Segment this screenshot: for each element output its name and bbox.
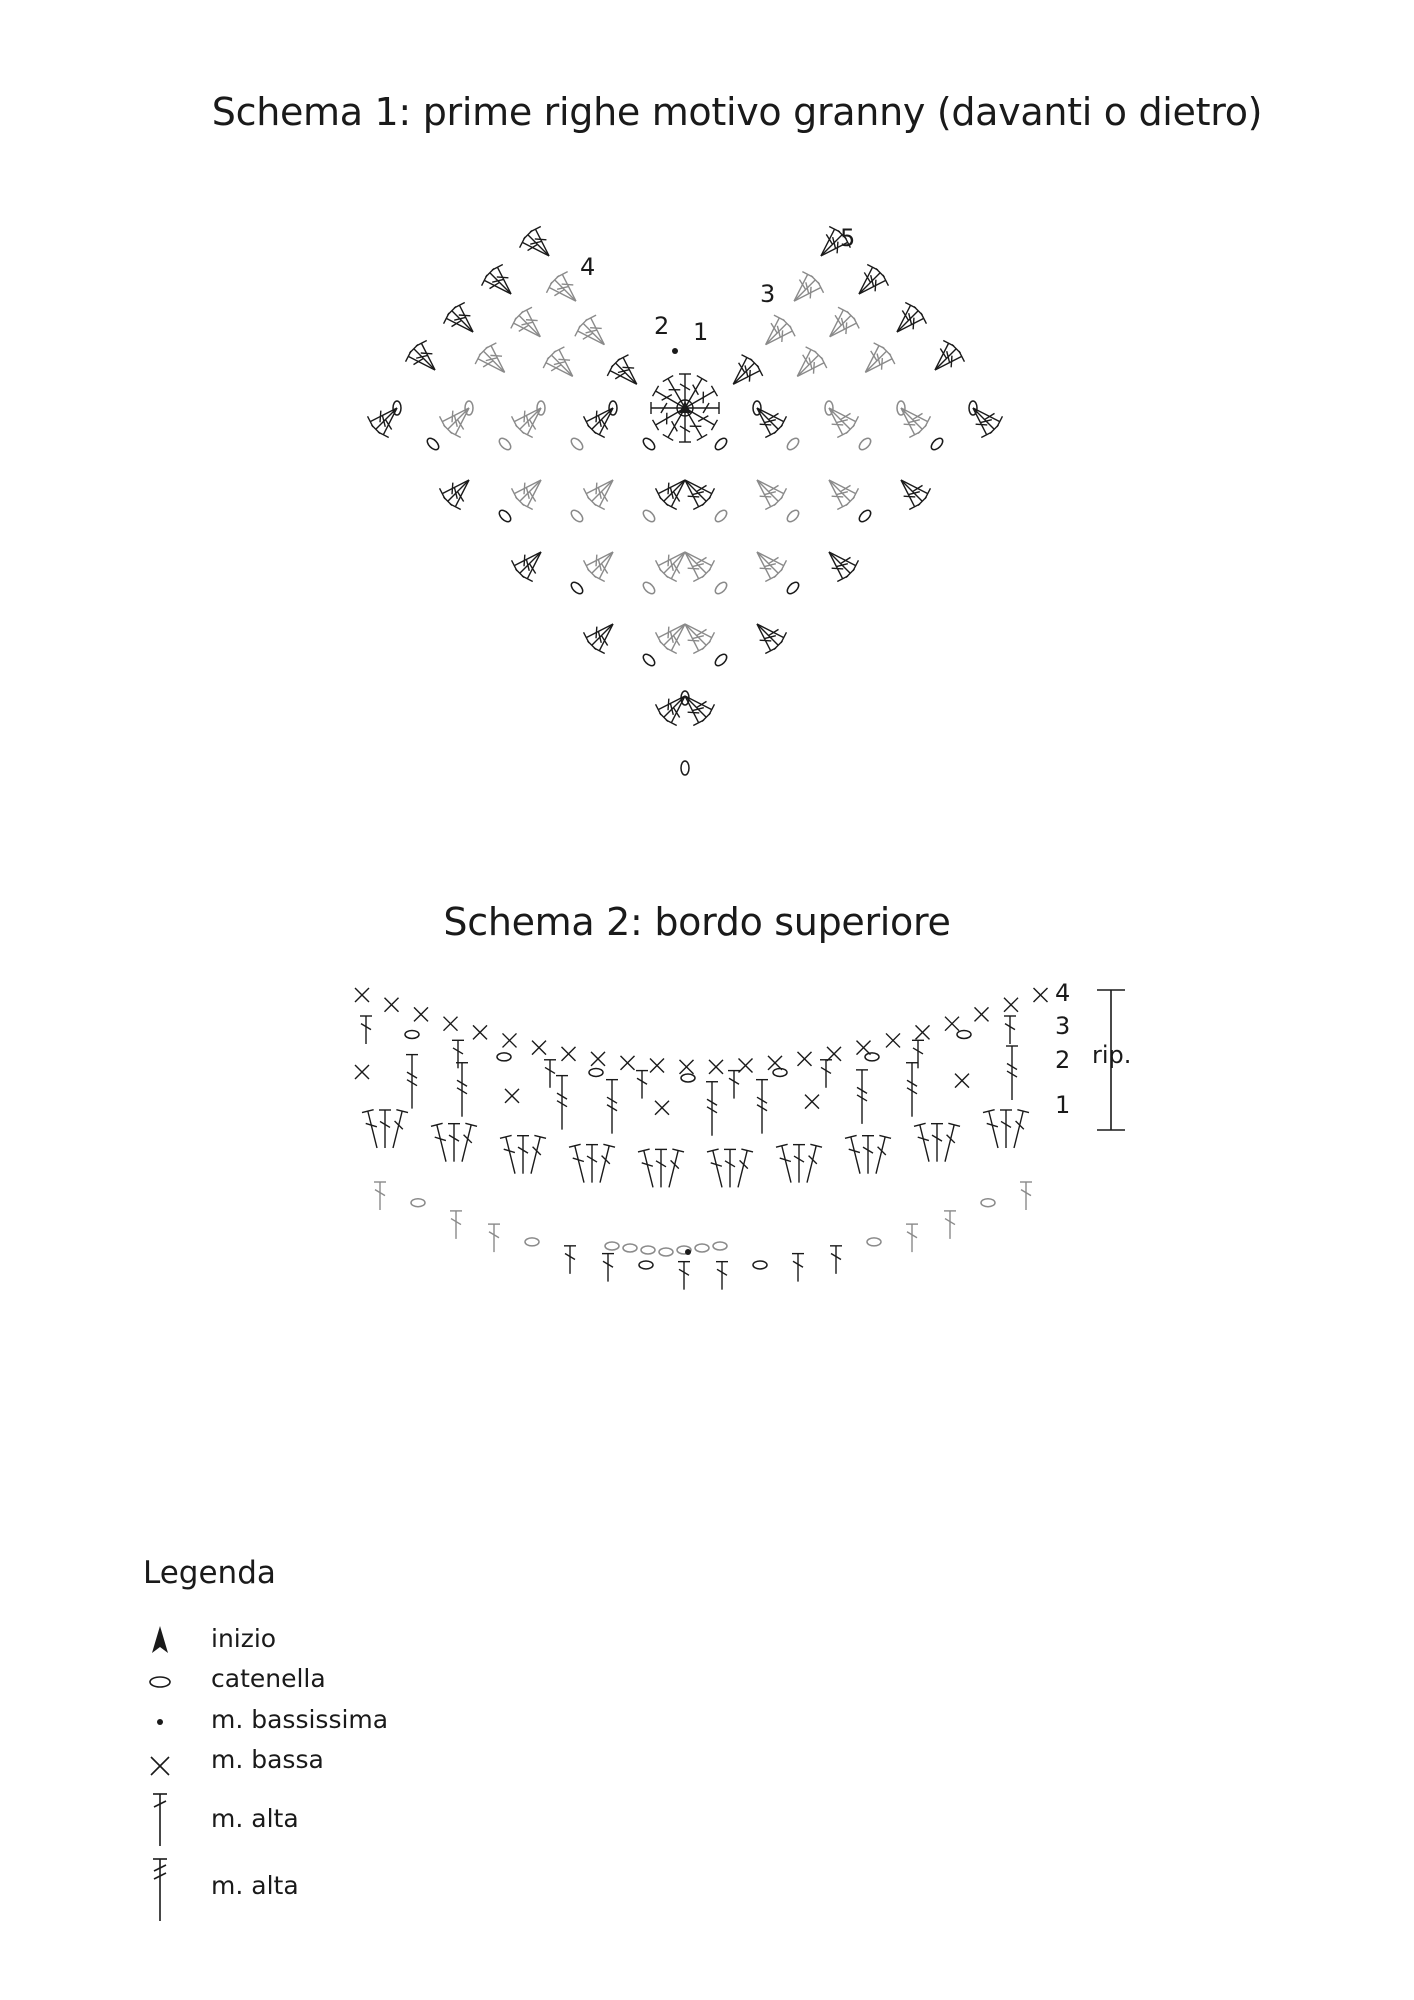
double-crochet-stitch [912,1040,924,1068]
legend-label-slip: m. bassissima [211,1705,389,1734]
double-crochet-stitch [906,1224,918,1252]
double-crochet-stitch [876,1135,891,1173]
double-crochet-stitch [374,1182,386,1210]
legend-item-start [143,1622,543,1662]
treble-crochet-stitch [706,1082,718,1136]
single-crochet-stitch [680,1060,694,1074]
legend-item-chain [143,1662,543,1702]
schema2-row-label-1: 1 [1055,1091,1071,1119]
double-crochet-stitch [517,1136,529,1174]
legend-item-double [143,1790,543,1850]
single-crochet-stitch [473,1025,487,1039]
schema1-title: Schema 1: prime righe motivo granny (davanti o dietro) [211,90,1263,134]
single-crochet-stitch [505,1089,519,1103]
double-crochet-stitch [707,1149,722,1187]
double-crochet-stitch [820,1060,832,1088]
single-crochet-stitch [805,1095,819,1109]
double-crochet-stitch [393,1110,408,1148]
chain-stitch [713,1242,727,1250]
double-crochet-stitch [807,1144,822,1182]
double-crochet-stitch [793,1145,805,1183]
single-crochet-stitch [798,1052,812,1066]
double-crochet-stitch [669,1149,684,1187]
double-crochet-stitch [448,1124,460,1162]
legend-label-double: m. alta [211,1804,299,1833]
schema2-row-label-4: 4 [1055,979,1071,1007]
chain-stitch [659,1248,673,1256]
schema1-row-label-1: 1 [693,318,709,346]
single-crochet-stitch [650,1058,664,1072]
double-crochet-stitch [724,1149,736,1187]
double-crochet-stitch [638,1149,653,1187]
chain-stitch [639,1261,653,1269]
double-crochet-icon [143,1790,183,1850]
double-crochet-stitch [944,1211,956,1239]
chain-stitch [695,1244,709,1252]
chain-stitch [525,1238,539,1246]
single-crochet-stitch [414,1007,428,1021]
double-crochet-stitch [564,1246,576,1274]
single-crochet-stitch [621,1056,635,1070]
double-crochet-stitch [983,1110,998,1148]
double-crochet-stitch [738,1149,753,1187]
double-crochet-stitch [450,1211,462,1239]
single-crochet-stitch [886,1033,900,1047]
start-triangle-icon [143,1622,183,1662]
double-crochet-stitch [1014,1110,1029,1148]
single-crochet-stitch [739,1058,753,1072]
single-crochet-stitch [709,1060,723,1074]
treble-crochet-stitch [606,1080,618,1134]
schema2-row-label-3: 3 [1055,1012,1071,1040]
legend-title: Legenda [143,1555,276,1591]
schema2-title: Schema 2: bordo superiore [443,900,951,944]
double-crochet-stitch [500,1135,515,1173]
single-crochet-stitch [857,1041,871,1055]
chain-stitch [411,1199,425,1207]
single-crochet-stitch [562,1047,576,1061]
double-crochet-stitch [636,1071,648,1099]
single-crochet-x-icon [143,1743,183,1783]
treble-crochet-stitch [456,1063,468,1117]
schema1-row-label-4: 4 [580,253,596,281]
single-crochet-stitch [385,998,399,1012]
single-crochet-stitch [503,1033,517,1047]
chain-stitch [773,1068,787,1076]
double-crochet-stitch [586,1145,598,1183]
double-crochet-stitch [728,1071,740,1099]
schema1-row-label-3: 3 [760,280,776,308]
double-crochet-stitch [945,1123,960,1161]
chain-stitch [605,1242,619,1250]
chain-stitch [641,1246,655,1254]
treble-crochet-stitch [906,1063,918,1117]
double-crochet-stitch [776,1144,791,1182]
treble-crochet-stitch [856,1070,868,1124]
chain-stitch [867,1238,881,1246]
single-crochet-stitch [955,1074,969,1088]
chain-stitch [753,1261,767,1269]
single-crochet-stitch [1034,988,1048,1002]
double-crochet-stitch [914,1123,929,1161]
chain-stitch [497,1053,511,1061]
chain-oval-icon [143,1662,183,1702]
double-crochet-stitch [655,1149,667,1187]
schema1-row-label-5: 5 [840,224,856,252]
schema2-repeat-label: rip. [1092,1041,1132,1069]
double-crochet-stitch [362,1110,377,1148]
legend-label-start: inizio [211,1624,277,1653]
single-crochet-stitch [444,1017,458,1031]
chain-stitch [681,1074,695,1082]
double-crochet-stitch [602,1254,614,1282]
chain-stitch [405,1030,419,1038]
double-crochet-stitch [569,1144,584,1182]
double-crochet-stitch [792,1254,804,1282]
single-crochet-stitch [827,1047,841,1061]
double-crochet-stitch [462,1123,477,1161]
legend-item-single [143,1743,543,1783]
double-crochet-stitch [1000,1110,1012,1148]
single-crochet-stitch [945,1017,959,1031]
single-crochet-stitch [975,1007,989,1021]
double-crochet-stitch [862,1136,874,1174]
treble-crochet-stitch [556,1076,568,1130]
double-crochet-stitch [678,1262,690,1290]
double-crochet-stitch [431,1123,446,1161]
double-crochet-stitch [845,1135,860,1173]
legend-label-single: m. bassa [211,1745,324,1774]
chain-stitch [957,1030,971,1038]
double-crochet-stitch [716,1262,728,1290]
slip-stitch [685,1249,691,1255]
legend-label-treble: m. alta [211,1871,299,1900]
treble-crochet-stitch [756,1080,768,1134]
single-crochet-stitch [916,1025,930,1039]
double-crochet-stitch [544,1060,556,1088]
treble-crochet-stitch [406,1055,418,1109]
chain-stitch [865,1053,879,1061]
double-crochet-stitch [600,1144,615,1182]
double-crochet-stitch [830,1246,842,1274]
legend-item-treble [143,1855,543,1925]
single-crochet-stitch [591,1052,605,1066]
single-crochet-stitch [355,988,369,1002]
slip-stitch-dot-icon [143,1703,183,1743]
double-crochet-stitch [360,1016,372,1044]
treble-crochet-stitch [1006,1046,1018,1100]
single-crochet-stitch [532,1041,546,1055]
double-crochet-stitch [488,1224,500,1252]
double-crochet-stitch [931,1124,943,1162]
double-crochet-stitch [379,1110,391,1148]
single-crochet-stitch [655,1101,669,1115]
single-crochet-stitch [1004,998,1018,1012]
chain-stitch [589,1068,603,1076]
double-crochet-stitch [531,1135,546,1173]
double-crochet-stitch [1004,1016,1016,1044]
chain-stitch [981,1199,995,1207]
legend-item-slip [143,1703,543,1743]
schema2-row-label-2: 2 [1055,1046,1071,1074]
schema1-row-label-2: 2 [654,312,670,340]
legend-label-chain: catenella [211,1664,326,1693]
chain-stitch [623,1244,637,1252]
single-crochet-stitch [355,1065,369,1079]
treble-crochet-icon [143,1855,183,1925]
double-crochet-stitch [1020,1182,1032,1210]
